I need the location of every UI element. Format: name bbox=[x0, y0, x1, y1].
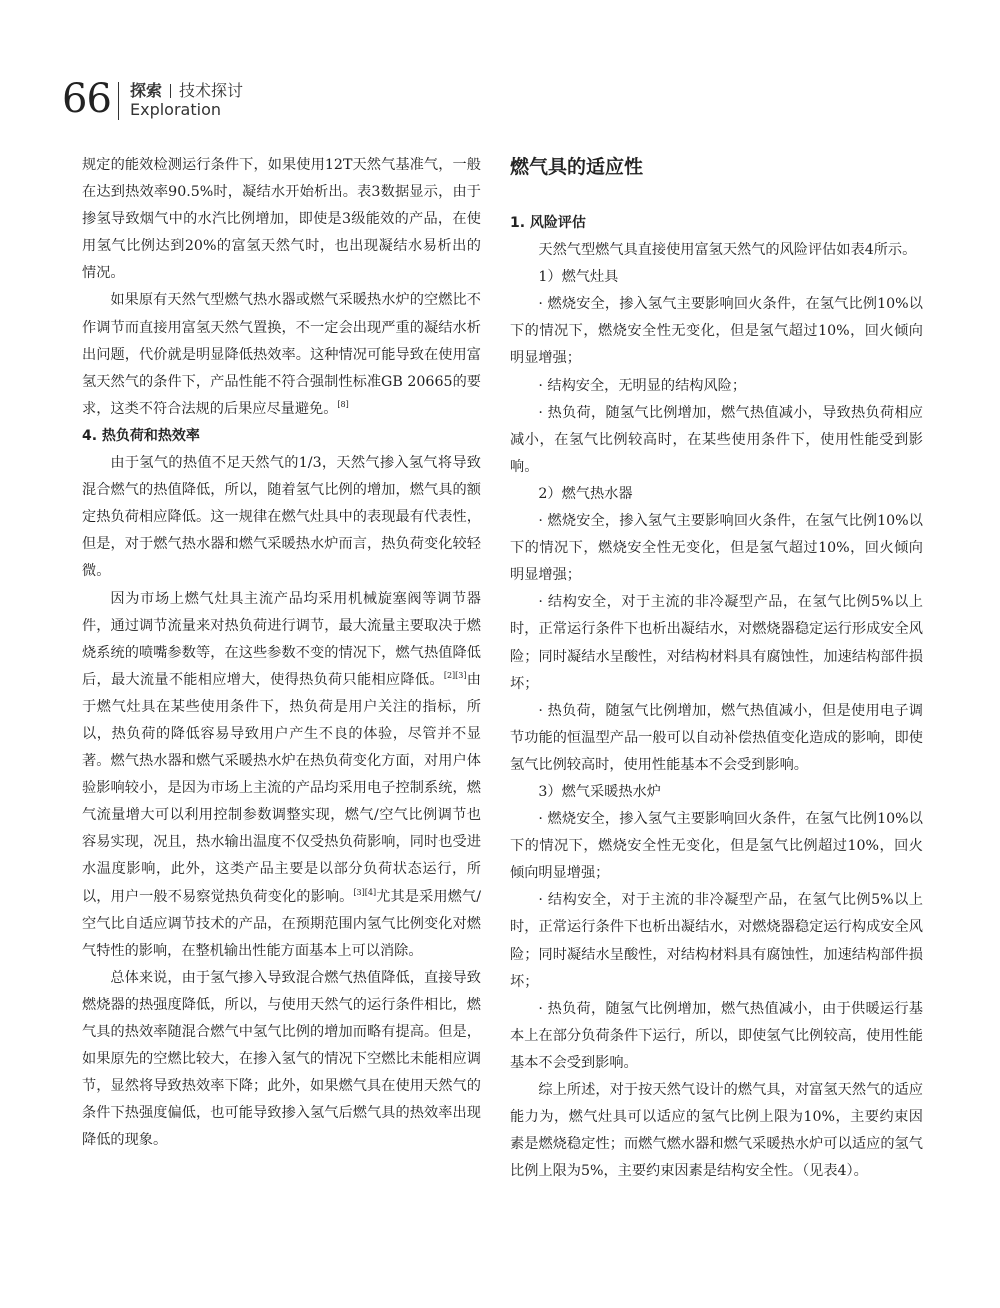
list-item: · 热负荷，随氢气比例增加，燃气热值减小，由于供暖运行基本上在部分负荷条件下运行，所以，即使氢气比例较高，使用性能基本不会受到影响。 bbox=[510, 1000, 923, 1071]
list-item: · 燃烧安全，掺入氢气主要影响回火条件，在氢气比例10%以下的情况下，燃烧安全性无变化，但是氢气超过10%，回火倾向明显增强； bbox=[510, 296, 923, 367]
subsection-heading: 4. 热负荷和热效率 bbox=[82, 427, 200, 444]
left-column bbox=[82, 152, 481, 1154]
section-subtitle: 技术探讨 bbox=[179, 81, 244, 100]
right-column bbox=[510, 152, 923, 1185]
paragraph-text: 因为市场上燃气灶具主流产品均采用机械旋塞阀等调节器件，通过调节流量来对热负荷进行调节，最大流量主要取决于燃烧系统的喷嘴参数等，在这些参数不变的情况下，燃气热值降低后，最大流量不能相应增大，使得热负荷只能相应降低。 bbox=[82, 590, 481, 688]
citation: [2][3] bbox=[443, 670, 467, 680]
paragraph: 综上所述，对于按天然气设计的燃气具，对富氢天然气的适应能力为，燃气灶具可以适应的氢气比例上限为10%，主要约束因素是燃烧稳定性；而燃气燃水器和燃气采暖热水炉可以适应的氢气比例上限为5%，主要约束因素是结构安全性。（见表4）。 bbox=[510, 1082, 923, 1180]
section-english: Exploration bbox=[130, 100, 221, 119]
list-item: · 结构安全，无明显的结构风险； bbox=[538, 377, 747, 394]
subsection-heading: 1. 风险评估 bbox=[510, 215, 586, 231]
paragraph-text: 由于燃气灶具在某些使用条件下，热负荷是用户关注的指标，所以，热负荷的降低容易导致用户产生不良的体验，尽管并不显著。燃气热水器和燃气采暖热水炉在热负荷变化方面，对用户体验影响较小，是因为市场上主流的产品均采用电子控制系统，燃气流量增大可以利用控制参数调整实现，燃气/空气比例调节也容易实现，况且，热水输出温度不仅受热负荷影响，同时也受进水温度影响，此外，这类产品主要是以部分负荷状态运行，所以，用户一般不易察觉热负荷变化的影响。 bbox=[82, 671, 481, 905]
header-divider bbox=[118, 82, 119, 120]
list-item: · 热负荷，随氢气比例增加，燃气热值减小，导致热负荷相应减小，在氢气比例较高时，在某些使用条件下，使用性能受到影响。 bbox=[510, 404, 923, 475]
paragraph: 总体来说，由于氢气掺入导致混合燃气热值降低，直接导致燃烧器的热强度降低，所以，与使用天然气的运行条件相比，燃气具的热效率随混合燃气中氢气比例的增加而略有提高。但是，如果原先的空燃比较大，在掺入氢气的情况下空燃比未能相应调节，显然将导致热效率下降；此外，如果燃气具在使用天然气的条件下热强度偏低，也可能导致掺入氢气后燃气具的热效率出现降低的现象。 bbox=[82, 969, 481, 1149]
list-heading: 2）燃气热水器 bbox=[538, 485, 633, 502]
list-heading: 3）燃气采暖热水炉 bbox=[538, 783, 661, 800]
paragraph: 规定的能效检测运行条件下，如果使用12T天然气基准气，一般在达到热效率90.5%时，凝结水开始析出。表3数据显示，由于掺氢导致烟气中的水汽比例增加，即使是3级能效的产品，在使用氢气比例达到20%的富氢天然气时，也出现凝结水易析出的情况。 bbox=[82, 157, 481, 282]
paragraph bbox=[82, 287, 481, 422]
citation: [8] bbox=[337, 399, 349, 409]
page-number: 66 bbox=[62, 76, 111, 122]
paragraph: 天然气型燃气具直接使用富氢天然气的风险评估如表4所示。 bbox=[538, 242, 917, 259]
list-item: · 热负荷，随氢气比例增加，燃气热值减小，但是使用电子调节功能的恒温型产品一般可以自动补偿热值变化造成的影响，即使氢气比例较高时，使用性能基本不会受到影响。 bbox=[510, 702, 923, 773]
list-item: · 燃烧安全，掺入氢气主要影响回火条件，在氢气比例10%以下的情况下，燃烧安全性无变化，但是氢气比例超过10%，回火倾向明显增强； bbox=[510, 811, 923, 882]
paragraph bbox=[82, 586, 481, 965]
section-heading: 燃气具的适应性 bbox=[510, 156, 644, 178]
section-separator bbox=[170, 84, 171, 98]
paragraph-text: 如果原有天然气型燃气热水器或燃气采暖热水炉的空燃比不作调节而直接用富氢天然气置换，不一定会出现严重的凝结水析出问题，代价就是明显降低热效率。这种情况可能导致在使用富氢天然气的条件下，产品性能不符合强制性标准GB 20665的要求，这类不符合法规的后果应尽量避免。 bbox=[82, 292, 481, 417]
paragraph: 由于氢气的热值不足天然气的1/3，天然气掺入氢气将导致混合燃气的热值降低，所以，随着氢气比例的增加，燃气具的额定热负荷相应降低。这一规律在燃气灶具中的表现最有代表性，但是，对于燃气热水器和燃气采暖热水炉而言，热负荷变化较轻微。 bbox=[82, 455, 481, 580]
list-item: · 结构安全，对于主流的非冷凝型产品，在氢气比例5%以上时，正常运行条件下也析出凝结水，对燃烧器稳定运行形成安全风险；同时凝结水呈酸性，对结构材料具有腐蚀性，加速结构部件损坏； bbox=[510, 594, 923, 692]
list-heading: 1）燃气灶具 bbox=[538, 269, 619, 286]
list-item: · 燃烧安全，掺入氢气主要影响回火条件，在氢气比例10%以下的情况下，燃烧安全性无变化，但是氢气超过10%，回火倾向明显增强； bbox=[510, 513, 923, 584]
section-title bbox=[130, 78, 243, 101]
section-name: 探索 bbox=[130, 81, 163, 100]
paragraph-text: 尤其是采用燃气/空气比自适应调节技术的产品，在预期范围内氢气比例变化对燃气特性的影响，在整机输出性能方面基本上可以消除。 bbox=[82, 888, 481, 959]
citation: [3][4] bbox=[353, 887, 377, 897]
list-item: · 结构安全，对于主流的非冷凝型产品，在氢气比例5%以上时，正常运行条件下也析出凝结水，对燃烧器稳定运行构成安全风险；同时凝结水呈酸性，对结构材料具有腐蚀性，加速结构部件损坏； bbox=[510, 892, 923, 990]
